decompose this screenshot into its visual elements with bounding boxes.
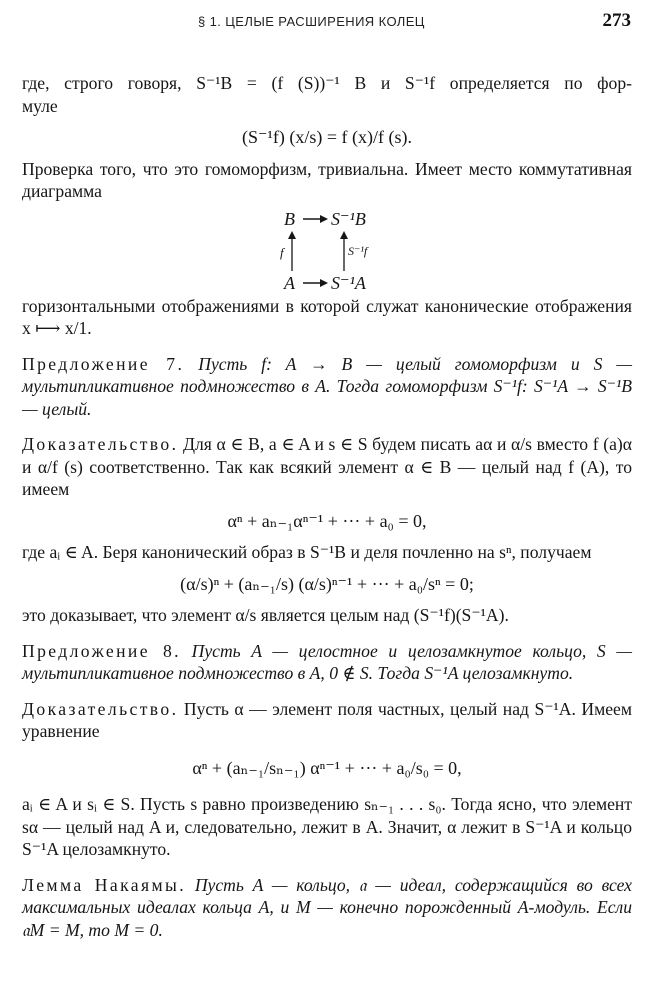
proposition-7-label: Предложение 7. — [22, 353, 185, 374]
diagram-top-left: B — [284, 208, 295, 229]
page-number: 273 — [602, 10, 631, 31]
proposition-8 — [22, 640, 632, 685]
equation-1: (S⁻¹f) (x/s) = f (x)/f (s). — [241, 127, 412, 147]
proof-1-text: Для α ∈ B, a ∈ A и s ∈ S будем писать aα и α/s вместо f (a)α и α/f (s) соответственно. Так как всякий элемент α ∈ B — целый над f (A), то имеем — [22, 434, 632, 499]
paragraph-1-line-2: муле — [22, 95, 58, 116]
diagram-bottom-right: S⁻¹A — [331, 272, 366, 293]
arrow-top-head — [320, 215, 328, 223]
commutative-diagram — [22, 203, 632, 295]
equation-3: (α/s)ⁿ + (aₙ₋₁/s) (α/s)ⁿ⁻¹ + ··· + a₀/sⁿ = 0; — [180, 573, 474, 594]
proof-2-text: Пусть α — элемент поля частных, целый над S⁻¹A. Имеем уравнение — [22, 698, 633, 741]
nakayama-lemma-text: Пусть A — кольцо, 𝔞 — идеал, содержащийся во всех максимальных идеалах кольца A, и M — конечно порожденный A-модуль. Если 𝔞M = M, то M = 0. — [22, 874, 632, 940]
diagram-left-map: f — [280, 244, 284, 260]
proposition-8-label: Предложение 8. — [22, 640, 181, 661]
proof-1-label: Доказательство. — [22, 434, 179, 454]
proof-1 — [22, 433, 632, 501]
proposition-7-text: Пусть f: A → B — целый гомоморфизм и S — мультипликативное подмножество в A. Тогда гомоморфизм S⁻¹f: S⁻¹A → S⁻¹B — целый. — [22, 353, 632, 419]
page-body — [22, 72, 632, 941]
proposition-7 — [22, 353, 632, 421]
paragraph-6: aᵢ ∈ A и sᵢ ∈ S. Пусть s равно произведению sₙ₋₁ . . . s₀. Тогда ясно, что элемент sα — целый над A и, следовательно, лежит в A. Значит, α лежит в S⁻¹A и кольцо S⁻¹A целозамкнуто. — [22, 794, 632, 859]
proposition-8-text: Пусть A — целостное и целозамкнутое кольцо, S — мультипликативное подмножество в A, 0 ∉ S. Тогда S⁻¹A целозамкнуто. — [22, 640, 632, 683]
page-header — [0, 10, 651, 36]
arrow-bottom-head — [320, 279, 328, 287]
nakayama-lemma — [22, 874, 632, 942]
paragraph-5: это доказывает, что элемент α/s является целым над (S⁻¹f)(S⁻¹A). — [22, 605, 509, 625]
equation-4: αⁿ + (aₙ₋₁/sₙ₋₁) αⁿ⁻¹ + ··· + a₀/s₀ = 0, — [192, 757, 462, 778]
paragraph-4: где aᵢ ∈ A. Беря канонический образ в S⁻¹B и деля почленно на sⁿ, получаем — [22, 542, 592, 562]
diagram-right-map: S⁻¹f — [348, 243, 368, 258]
paragraph-1-line-1: где, строго говоря, S⁻¹B = (f (S))⁻¹ B и S⁻¹f определяется по фор- — [22, 73, 632, 93]
equation-2: αⁿ + aₙ₋₁αⁿ⁻¹ + ··· + a₀ = 0, — [227, 510, 427, 531]
paragraph-2: Проверка того, что это гомоморфизм, тривиальна. Имеет место коммутативная диаграмма — [22, 158, 632, 201]
running-head: § 1. ЦЕЛЫЕ РАСШИРЕНИЯ КОЛЕЦ — [198, 14, 425, 29]
diagram-top-right: S⁻¹B — [331, 208, 366, 229]
diagram-bottom-left: A — [284, 272, 295, 293]
proof-2-label: Доказательство. — [22, 698, 179, 719]
paragraph-3: горизонтальными отображениями в которой служат канонические отображения x ⟼ x/1. — [22, 295, 632, 338]
arrow-left-head — [288, 231, 296, 239]
arrow-right-head — [340, 231, 348, 239]
proof-2 — [22, 698, 632, 743]
nakayama-lemma-label: Лемма Накаямы. — [22, 874, 187, 895]
